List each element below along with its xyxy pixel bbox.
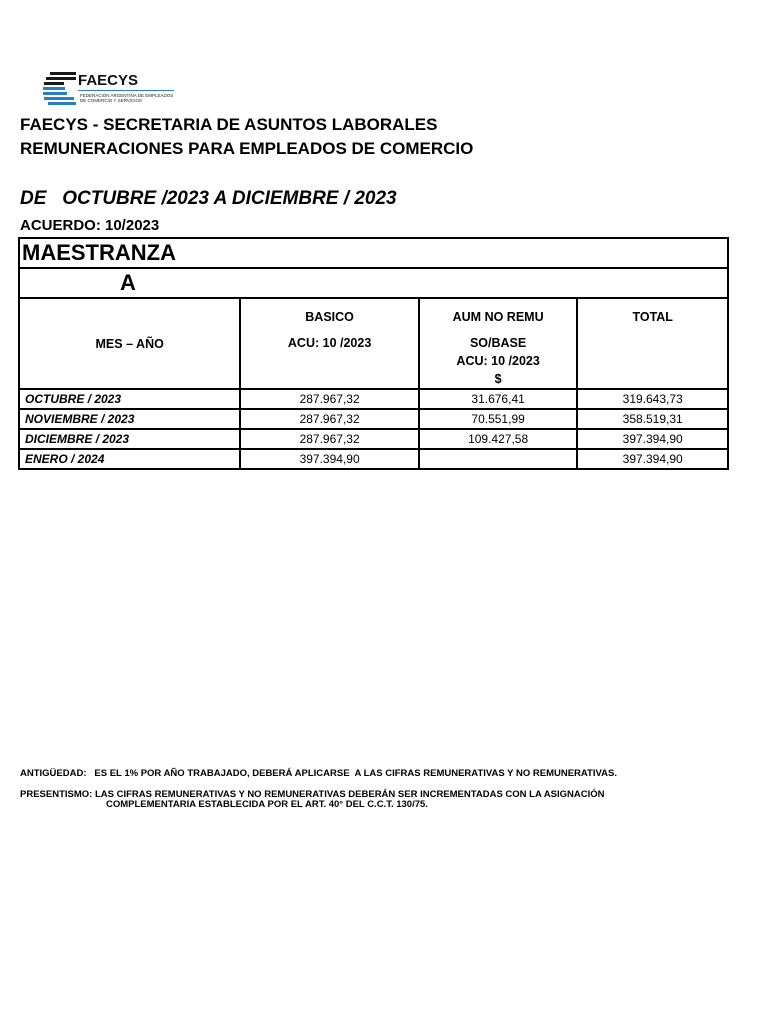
row-aum (419, 449, 578, 469)
table-header-row (19, 298, 728, 389)
col-header-aum-l1: AUM NO REMU (452, 310, 544, 324)
col-header-aum (419, 298, 578, 389)
row-total: 397.394,90 (577, 449, 728, 469)
header-line1: FAECYS - SECRETARIA DE ASUNTOS LABORALES (20, 115, 438, 134)
salary-table (18, 237, 729, 470)
table-row (19, 409, 728, 429)
faecys-logo (40, 70, 180, 110)
subcategory-label: A (19, 268, 728, 298)
period-title: DE OCTUBRE /2023 A DICIEMBRE / 2023 (20, 188, 397, 209)
row-mes: NOVIEMBRE / 2023 (19, 409, 240, 429)
table-row (19, 429, 728, 449)
col-header-mes: MES – AÑO (19, 298, 240, 389)
col-header-aum-l2: SO/BASE (469, 336, 527, 350)
row-mes: OCTUBRE / 2023 (19, 389, 240, 409)
col-header-basico-l1: BASICO (305, 310, 354, 324)
logo-subtitle (80, 93, 180, 103)
logo-subtitle-line2: DE COMERCIO Y SERVICIOS (80, 98, 143, 103)
note-presentismo-cont: COMPLEMENTARIA ESTABLECIDA POR EL ART. 40° DEL C.C.T. 130/75. (106, 799, 428, 810)
table-row (19, 449, 728, 469)
faecys-logo-icon (40, 70, 80, 110)
subcategory-row (19, 268, 728, 298)
note-antiguedad: ANTIGÜEDAD: ES EL 1% POR AÑO TRABAJADO, DEBERÁ APLICARSE A LAS CIFRAS REMUNERATIVAS Y NO REMUNERATIVAS. (20, 768, 617, 779)
logo-name: FAECYS (78, 72, 139, 89)
row-basico: 287.967,32 (240, 409, 418, 429)
row-aum: 70.551,99 (419, 409, 578, 429)
col-header-basico (240, 298, 418, 389)
row-basico: 287.967,32 (240, 389, 418, 409)
notes (20, 763, 617, 810)
row-aum: 109.427,58 (419, 429, 578, 449)
acuerdo-label: ACUERDO: 10/2023 (20, 217, 160, 234)
col-header-total-label: TOTAL (632, 310, 673, 324)
col-header-basico-l2: ACU: 10 /2023 (287, 336, 372, 350)
col-header-aum-l3: ACU: 10 /2023 (456, 354, 540, 368)
row-total: 358.519,31 (577, 409, 728, 429)
col-header-aum-l4: $ (494, 372, 502, 386)
table-row (19, 389, 728, 409)
row-mes: ENERO / 2024 (19, 449, 240, 469)
header-line2: REMUNERACIONES PARA EMPLEADOS DE COMERCIO (20, 139, 474, 158)
logo-subtitle-line1: FEDERACIÓN ARGENTINA DE EMPLEADOS (80, 93, 174, 98)
note-presentismo: PRESENTISMO: LAS CIFRAS REMUNERATIVAS Y NO REMUNERATIVAS DEBERÁN SER INCREMENTADAS CON LA ASIGNACIÓN (20, 789, 605, 800)
row-total: 397.394,90 (577, 429, 728, 449)
row-basico: 397.394,90 (240, 449, 418, 469)
row-mes: DICIEMBRE / 2023 (19, 429, 240, 449)
category-label: MAESTRANZA (19, 238, 728, 268)
category-row (19, 238, 728, 268)
col-header-total (577, 298, 728, 389)
row-basico: 287.967,32 (240, 429, 418, 449)
row-aum: 31.676,41 (419, 389, 578, 409)
row-total: 319.643,73 (577, 389, 728, 409)
